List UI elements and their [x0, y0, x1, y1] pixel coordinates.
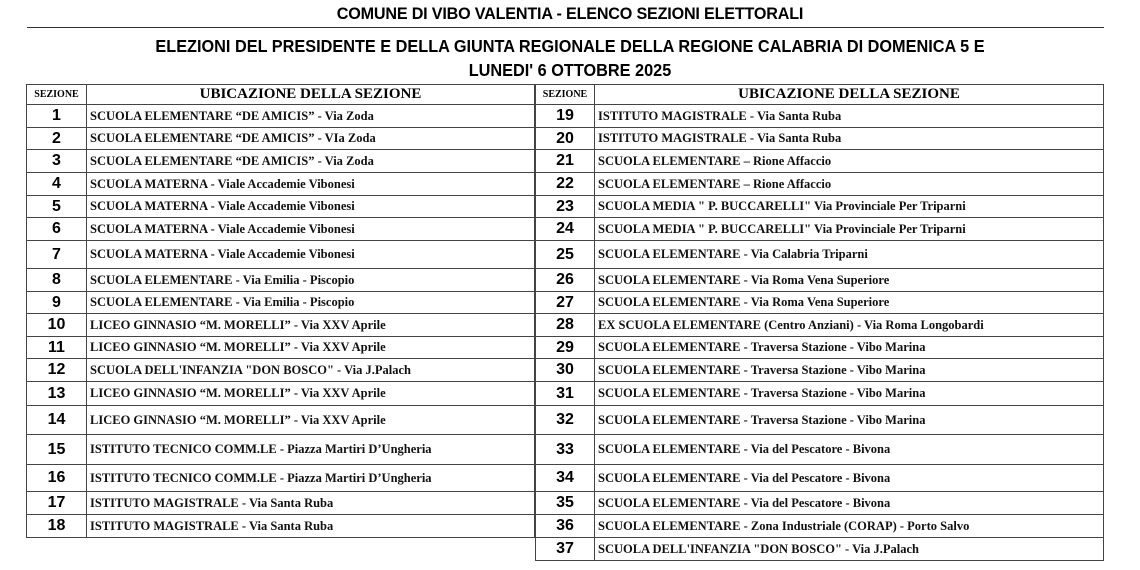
- section-number: 30: [536, 359, 595, 382]
- section-location: SCUOLA ELEMENTARE - Via del Pescatore - Bivona: [595, 435, 1104, 465]
- section-number: 1: [27, 105, 87, 128]
- section-location: LICEO GINNASIO “M. MORELLI” - Via XXV Aprile: [87, 406, 535, 435]
- table-row: [536, 218, 1104, 241]
- section-location: SCUOLA ELEMENTARE - Via Roma Vena Superiore: [595, 269, 1104, 292]
- section-location: SCUOLA MATERNA - Viale Accademie Vibonesi: [87, 173, 535, 196]
- table-row: [536, 314, 1104, 337]
- section-location: LICEO GINNASIO “M. MORELLI” - Via XXV Aprile: [87, 382, 535, 406]
- section-number: 14: [27, 406, 87, 435]
- table-row: [27, 406, 535, 435]
- table-row: [536, 359, 1104, 382]
- table-row: [536, 128, 1104, 150]
- title-divider: [27, 27, 1104, 28]
- section-location: SCUOLA ELEMENTARE - Via Roma Vena Superiore: [595, 292, 1104, 314]
- section-number: 16: [27, 465, 87, 492]
- table-row: [536, 292, 1104, 314]
- section-number: 3: [27, 150, 87, 173]
- section-number: 37: [536, 538, 595, 561]
- table-row: [27, 382, 535, 406]
- section-location: ISTITUTO MAGISTRALE - Via Santa Ruba: [595, 105, 1104, 128]
- section-location: SCUOLA DELL'INFANZIA "DON BOSCO" - Via J.Palach: [87, 359, 535, 382]
- section-number: 13: [27, 382, 87, 406]
- section-location: SCUOLA ELEMENTARE - Via Emilia - Piscopio: [87, 269, 535, 292]
- section-location: LICEO GINNASIO “M. MORELLI” - Via XXV Aprile: [87, 337, 535, 359]
- section-number: 34: [536, 465, 595, 492]
- table-header-row: [536, 85, 1104, 105]
- table-row: [536, 150, 1104, 173]
- table-row: [27, 150, 535, 173]
- section-number: 10: [27, 314, 87, 337]
- section-location: SCUOLA ELEMENTARE “DE AMICIS” - Via Zoda: [87, 150, 535, 173]
- table-row: [27, 359, 535, 382]
- section-location: SCUOLA MEDIA " P. BUCCARELLI" Via Provinciale Per Triparni: [595, 218, 1104, 241]
- section-number: 31: [536, 382, 595, 406]
- subtitle-line-2: LUNEDI' 6 OTTOBRE 2025: [468, 60, 672, 80]
- table-row: [536, 515, 1104, 538]
- section-location: ISTITUTO TECNICO COMM.LE - Piazza Martiri D’Ungheria: [87, 435, 535, 465]
- table-row: [27, 128, 535, 150]
- section-number: 20: [536, 128, 595, 150]
- table-row: [27, 515, 535, 538]
- table-row: [27, 337, 535, 359]
- section-location: SCUOLA MATERNA - Viale Accademie Vibonesi: [87, 218, 535, 241]
- section-location: EX SCUOLA ELEMENTARE (Centro Anziani) - Via Roma Longobardi: [595, 314, 1104, 337]
- section-number: 18: [27, 515, 87, 538]
- section-location: SCUOLA MEDIA " P. BUCCARELLI" Via Provinciale Per Triparni: [595, 196, 1104, 218]
- section-number: 4: [27, 173, 87, 196]
- section-location: LICEO GINNASIO “M. MORELLI” - Via XXV Aprile: [87, 314, 535, 337]
- section-location: SCUOLA ELEMENTARE - Via Emilia - Piscopio: [87, 292, 535, 314]
- section-location: ISTITUTO TECNICO COMM.LE - Piazza Martiri D’Ungheria: [87, 465, 535, 492]
- section-number: 32: [536, 406, 595, 435]
- table-row: [27, 492, 535, 515]
- section-location: ISTITUTO MAGISTRALE - Via Santa Ruba: [87, 492, 535, 515]
- section-number: 15: [27, 435, 87, 465]
- section-number: 27: [536, 292, 595, 314]
- section-number: 12: [27, 359, 87, 382]
- section-location: SCUOLA ELEMENTARE “DE AMICIS” - Via Zoda: [87, 105, 535, 128]
- table-row: [27, 241, 535, 269]
- table-row: [27, 196, 535, 218]
- section-number: 26: [536, 269, 595, 292]
- section-location: ISTITUTO MAGISTRALE - Via Santa Ruba: [87, 515, 535, 538]
- table-row: [27, 435, 535, 465]
- section-number: 23: [536, 196, 595, 218]
- section-location: SCUOLA ELEMENTARE - Zona Industriale (CORAP) - Porto Salvo: [595, 515, 1104, 538]
- subtitle-line-1: ELEZIONI DEL PRESIDENTE E DELLA GIUNTA REGIONALE DELLA REGIONE CALABRIA DI DOMENICA 5 E: [155, 36, 985, 56]
- table-row: [27, 269, 535, 292]
- section-number: 9: [27, 292, 87, 314]
- section-location: SCUOLA ELEMENTARE - Traversa Stazione - Vibo Marina: [595, 359, 1104, 382]
- column-header-ubicazione: UBICAZIONE DELLA SEZIONE: [87, 85, 535, 105]
- section-number: 5: [27, 196, 87, 218]
- section-location: SCUOLA ELEMENTARE - Traversa Stazione - Vibo Marina: [595, 337, 1104, 359]
- section-number: 33: [536, 435, 595, 465]
- section-location: SCUOLA ELEMENTARE “DE AMICIS” - VIa Zoda: [87, 128, 535, 150]
- column-header-ubicazione: UBICAZIONE DELLA SEZIONE: [595, 85, 1104, 105]
- table-row: [536, 337, 1104, 359]
- section-location: SCUOLA MATERNA - Viale Accademie Vibonesi: [87, 241, 535, 269]
- sections-table-right: [535, 84, 1104, 561]
- section-number: 35: [536, 492, 595, 515]
- table-row: [536, 196, 1104, 218]
- page-title: COMUNE DI VIBO VALENTIA - ELENCO SEZIONI ELETTORALI: [336, 4, 804, 23]
- section-number: 7: [27, 241, 87, 269]
- table-row: [536, 435, 1104, 465]
- table-row: [536, 538, 1104, 561]
- table-row: [27, 105, 535, 128]
- section-location: SCUOLA ELEMENTARE - Traversa Stazione - Vibo Marina: [595, 382, 1104, 406]
- table-row: [536, 241, 1104, 269]
- section-location: SCUOLA ELEMENTARE - Via Calabria Triparni: [595, 241, 1104, 269]
- table-row: [536, 465, 1104, 492]
- section-location: SCUOLA ELEMENTARE - Via del Pescatore - Bivona: [595, 465, 1104, 492]
- table-row: [536, 173, 1104, 196]
- table-row: [536, 269, 1104, 292]
- table-row: [27, 292, 535, 314]
- section-number: 36: [536, 515, 595, 538]
- section-location: SCUOLA ELEMENTARE – Rione Affaccio: [595, 150, 1104, 173]
- section-number: 6: [27, 218, 87, 241]
- table-row: [27, 218, 535, 241]
- table-row: [536, 492, 1104, 515]
- section-number: 11: [27, 337, 87, 359]
- column-header-sezione: SEZIONE: [536, 85, 595, 105]
- table-row: [27, 173, 535, 196]
- table-row: [27, 314, 535, 337]
- section-location: SCUOLA ELEMENTARE - Traversa Stazione - Vibo Marina: [595, 406, 1104, 435]
- section-number: 22: [536, 173, 595, 196]
- section-number: 8: [27, 269, 87, 292]
- section-location: SCUOLA DELL'INFANZIA "DON BOSCO" - Via J.Palach: [595, 538, 1104, 561]
- section-number: 21: [536, 150, 595, 173]
- section-location: SCUOLA ELEMENTARE – Rione Affaccio: [595, 173, 1104, 196]
- sections-table-right-body: [536, 105, 1104, 561]
- section-number: 19: [536, 105, 595, 128]
- section-number: 17: [27, 492, 87, 515]
- section-number: 28: [536, 314, 595, 337]
- section-location: SCUOLA MATERNA - Viale Accademie Vibonesi: [87, 196, 535, 218]
- table-row: [536, 105, 1104, 128]
- table-row: [536, 406, 1104, 435]
- table-row: [27, 465, 535, 492]
- election-subtitle: [40, 34, 1100, 82]
- sections-table-left-body: [27, 105, 535, 538]
- section-location: SCUOLA ELEMENTARE - Via del Pescatore - Bivona: [595, 492, 1104, 515]
- sections-table-left: [26, 84, 535, 538]
- section-number: 24: [536, 218, 595, 241]
- table-row: [536, 382, 1104, 406]
- section-number: 25: [536, 241, 595, 269]
- section-number: 29: [536, 337, 595, 359]
- section-location: ISTITUTO MAGISTRALE - Via Santa Ruba: [595, 128, 1104, 150]
- column-header-sezione: SEZIONE: [27, 85, 87, 105]
- table-header-row: [27, 85, 535, 105]
- section-number: 2: [27, 128, 87, 150]
